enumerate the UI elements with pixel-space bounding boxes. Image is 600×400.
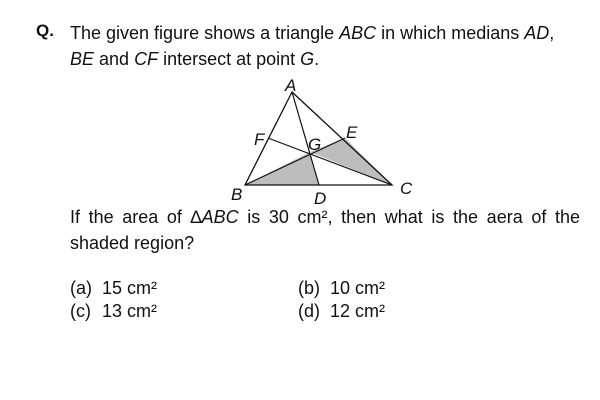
option-a[interactable] [70, 277, 157, 299]
triangle-name: ABC [339, 23, 377, 43]
label-e: E [346, 123, 358, 142]
option-b-value: 10 cm² [330, 278, 386, 298]
option-d-label: (d) [298, 301, 320, 321]
option-c[interactable] [70, 300, 157, 322]
label-a: A [285, 76, 297, 95]
question-text-part: and [94, 49, 135, 69]
label-b: B [231, 185, 243, 204]
label-d: D [314, 189, 327, 208]
label-g: G [308, 135, 322, 154]
prompt-triangle-name: ABC [201, 207, 239, 227]
question-text-part: The given figure shows a triangle [70, 23, 340, 43]
option-b-label: (b) [298, 278, 320, 298]
prompt-part: is 30 cm², then what is the aera of the shaded region? [70, 207, 580, 253]
option-a-value: 15 cm² [102, 278, 158, 298]
question-text-part: , [549, 23, 555, 43]
option-a-label: (a) [70, 278, 92, 298]
median-cf: CF [134, 49, 159, 69]
question-text-part: in which medians [376, 23, 525, 43]
label-c: C [400, 179, 413, 198]
option-c-value: 13 cm² [102, 301, 158, 321]
prompt-part: If the area of ∆ [70, 207, 202, 227]
question-number: Q. [36, 21, 54, 40]
question-text-part: . [314, 49, 320, 69]
shaded-region-gce [310, 138, 392, 185]
option-d-value: 12 cm² [330, 301, 386, 321]
median-be: BE [70, 49, 95, 69]
option-b[interactable] [298, 277, 385, 299]
option-d[interactable] [298, 300, 385, 322]
option-c-label: (c) [70, 301, 91, 321]
question-text-part: intersect at point [158, 49, 301, 69]
median-ad: AD [524, 23, 550, 43]
label-f: F [254, 130, 265, 149]
question-prompt [70, 204, 580, 256]
centroid-name: G [300, 49, 315, 69]
